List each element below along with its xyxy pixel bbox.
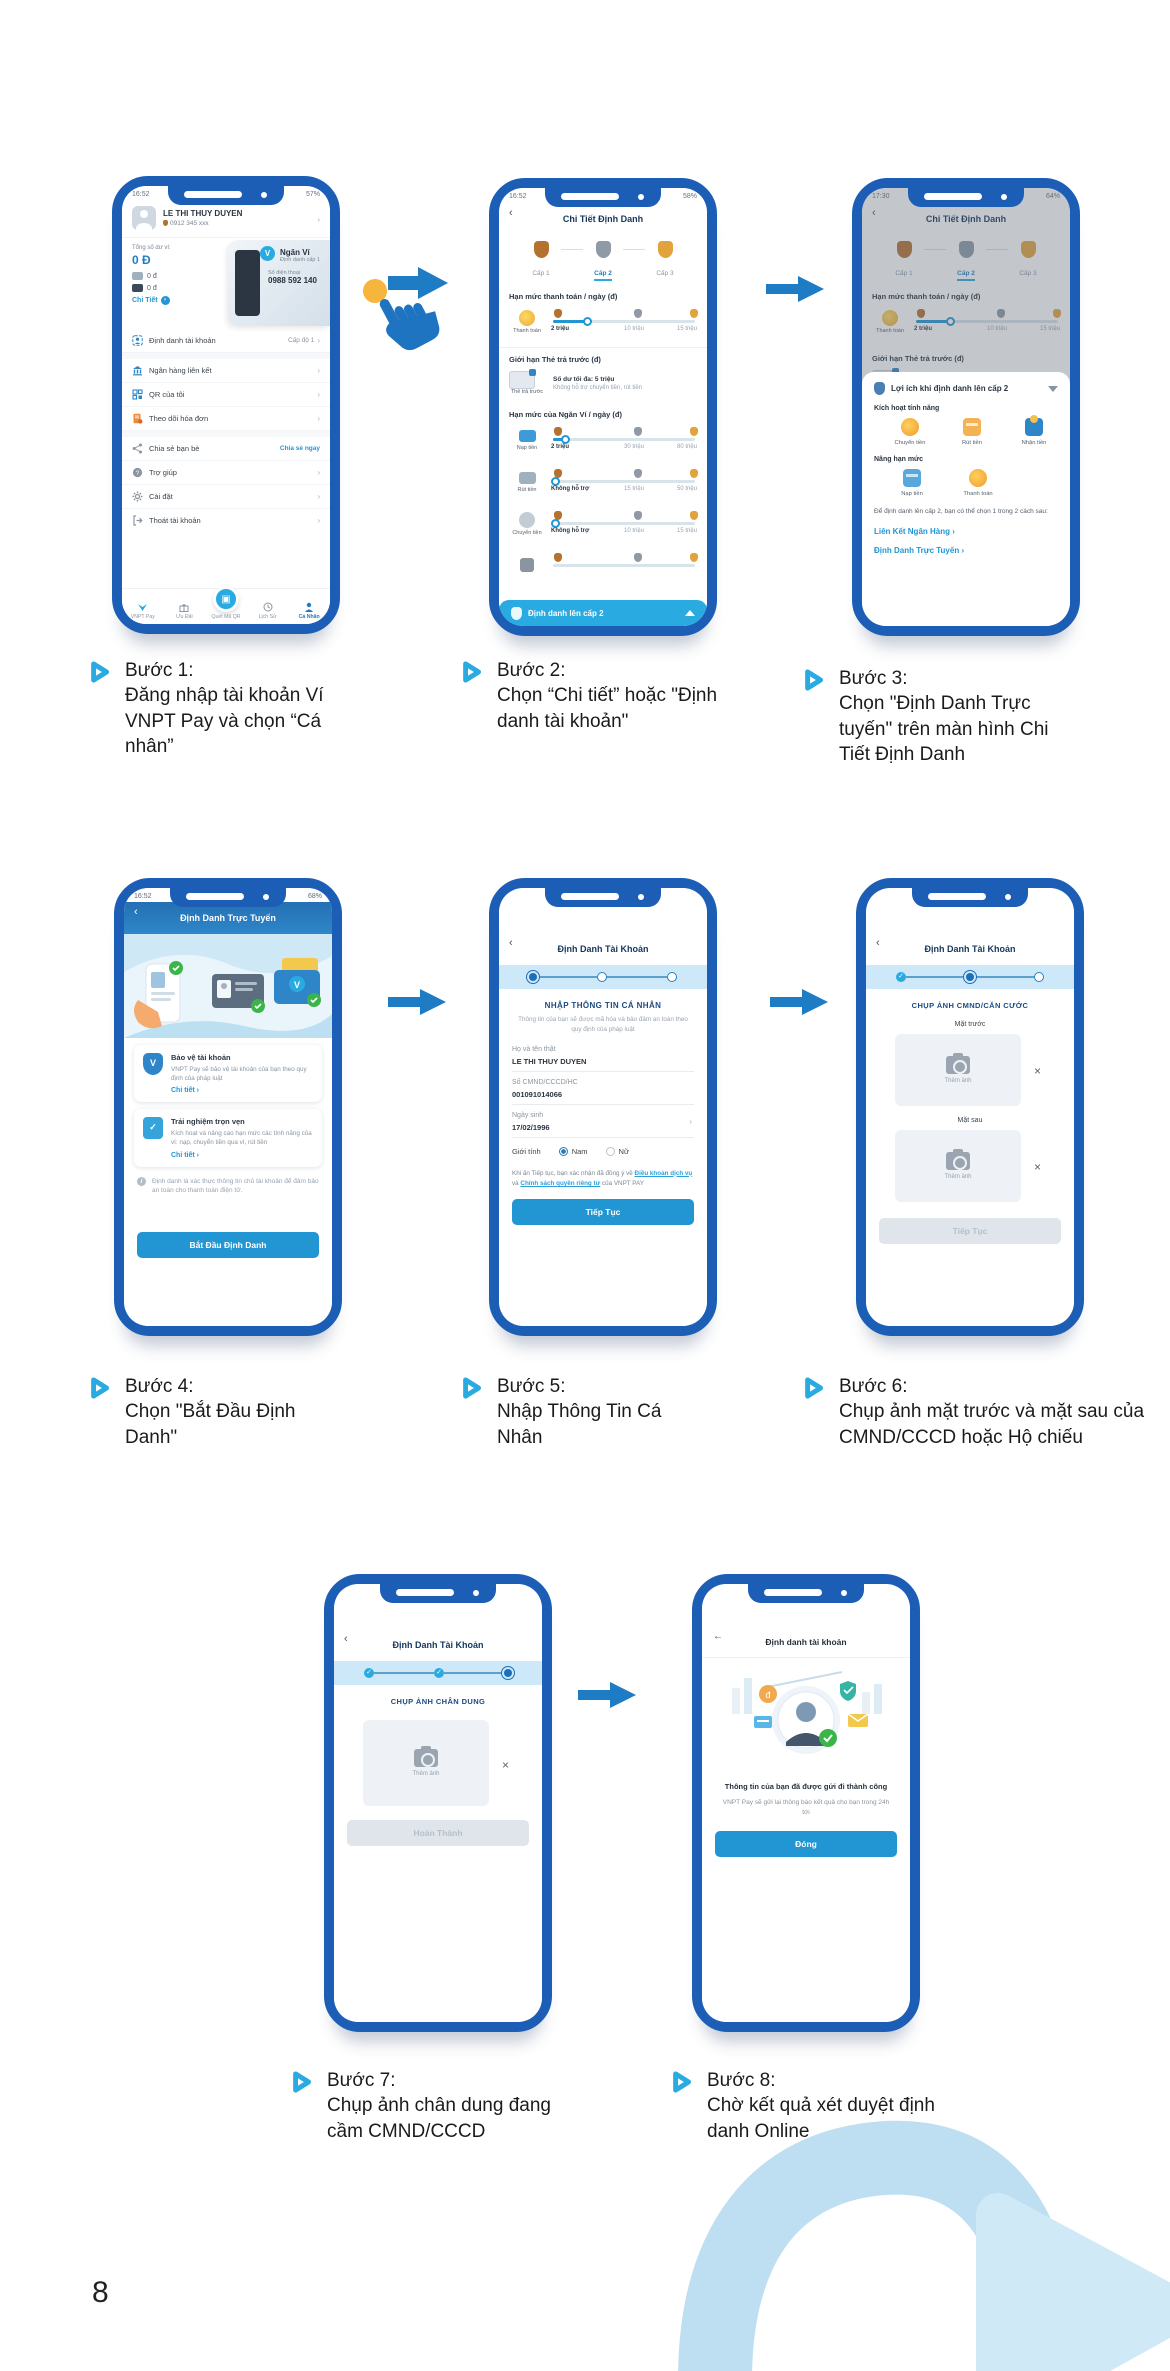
step-text: Nhập Thông Tin Cá Nhân	[497, 1401, 662, 1448]
silver-marker-icon	[634, 309, 642, 318]
play-icon	[288, 2069, 314, 2095]
slider-knob[interactable]	[583, 317, 592, 326]
remove-photo-icon[interactable]	[1034, 1158, 1041, 1176]
prepaid-card-icon	[509, 371, 535, 389]
slider-knob[interactable]	[551, 519, 560, 528]
link-bank-connect[interactable]: Liên Kết Ngân Hàng ›	[874, 527, 1058, 536]
phone-mockup-step5	[489, 878, 717, 1336]
chevron-right-icon	[317, 209, 320, 227]
play-icon	[458, 1375, 484, 1401]
front-photo-placeholder[interactable]: Thêm ảnh	[895, 1034, 1021, 1106]
bronze-marker-icon	[554, 469, 562, 478]
limit-value: 10 triệu	[624, 528, 645, 534]
prepaid-note: Không hỗ trợ chuyển tiền, rút tiền	[553, 384, 642, 391]
withdraw-icon	[519, 472, 536, 484]
tab-scan-qr[interactable]: ▣ Quét Mã QR	[205, 600, 247, 620]
bronze-marker-icon	[554, 511, 562, 520]
limit-row-topup: Nạp tiền 2 triệu 30 triệu 80 triệu	[499, 423, 707, 465]
close-button[interactable]: Đóng	[715, 1831, 897, 1857]
gold-marker-icon	[690, 309, 698, 318]
limit-value: 10 triệu	[624, 326, 645, 332]
play-icon	[800, 667, 826, 693]
status-battery: 64%	[1045, 193, 1060, 200]
status-time: 16:52	[509, 193, 527, 200]
id-badge-icon	[132, 335, 143, 346]
balance-value: 0 Đ	[132, 253, 151, 267]
gender-female-radio[interactable]: Nữ	[606, 1147, 629, 1156]
menu-item-help[interactable]: ? Trợ giúp ›	[122, 461, 330, 485]
menu-item-bank[interactable]: Ngân hàng liên kết ›	[122, 359, 330, 383]
gold-marker-icon	[690, 511, 698, 520]
limit-value: 15 triệu	[624, 486, 645, 492]
vnpt-logo-icon: V	[260, 246, 275, 261]
status-time: 16:52	[134, 893, 152, 900]
clock-icon	[263, 602, 273, 612]
back-arrow-icon[interactable]: ←	[713, 1631, 723, 1642]
link-online-identity[interactable]: Định Danh Trực Tuyến ›	[874, 546, 1058, 555]
success-subtext: VNPT Pay sẽ gửi lại thông báo kết quả cho bạn trong 24h tới	[722, 1799, 890, 1817]
topup-icon	[903, 469, 921, 487]
phone-notch	[170, 888, 286, 907]
screen-title: Định Danh Tài Khoản	[924, 944, 1016, 954]
limit-value: 2 triệu	[551, 444, 570, 450]
gender-row	[512, 1138, 694, 1165]
experience-card	[134, 1109, 322, 1166]
bronze-marker-icon	[554, 309, 562, 318]
card-icon	[132, 284, 143, 292]
lock-icon	[520, 558, 534, 572]
success-illustration	[702, 1658, 910, 1776]
back-icon[interactable]: ‹	[509, 207, 513, 219]
shield-icon	[874, 382, 885, 395]
help-icon	[132, 467, 143, 478]
phone-notch	[912, 888, 1028, 907]
chevron-circle-icon: ›	[161, 296, 170, 305]
caption-step-5	[458, 1374, 758, 1450]
wallet-sub: Định danh cấp 1	[280, 257, 321, 263]
prepaid-row: Thẻ trả trước Số dư tối đa: 5 triệu Không hỗ trợ chuyển tiền, rút tiền	[499, 368, 707, 403]
logout-icon	[132, 515, 143, 526]
step-text: Chọn "Định Danh Trực tuyến" trên màn hình Chi Tiết Định Danh	[839, 693, 1049, 766]
back-icon[interactable]: ‹	[509, 937, 513, 949]
limit-value: 30 triệu	[624, 444, 645, 450]
phone-notch	[545, 188, 661, 207]
svg-text:V: V	[293, 980, 301, 990]
screen-header	[702, 1624, 910, 1658]
step-1-done	[896, 972, 906, 982]
chevron-down-icon	[1048, 386, 1058, 392]
gender-label: Giới tính	[512, 1146, 541, 1156]
chevron-right-icon	[689, 1111, 692, 1129]
protect-card	[134, 1045, 322, 1102]
step-2	[597, 972, 607, 982]
step-label: Bước 7:	[327, 2070, 396, 2091]
screen-header	[499, 932, 707, 963]
level-2-active[interactable]: Cấp 2	[946, 241, 986, 281]
terms-link[interactable]: Điều khoản dịch vụ	[634, 1169, 693, 1177]
limit-value: 80 triệu	[676, 444, 697, 450]
qr-icon	[132, 389, 143, 400]
card-desc: Kích hoạt và nâng cao hạn mức các tính năng của ví: nạp, chuyển tiền qua ví, rút tiền	[171, 1130, 312, 1147]
front-label: Mặt trước	[954, 1021, 986, 1028]
slider-knob[interactable]	[551, 477, 560, 486]
wallet-title: Ngăn Ví	[280, 248, 310, 257]
phone-notch	[380, 1584, 496, 1603]
tap-arrow-indicator	[356, 252, 456, 387]
continue-button-disabled[interactable]: Tiếp Tục	[879, 1218, 1061, 1244]
info-note: i Định danh là xác thực thông tin chủ tài khoản để đảm bảo an toàn cho thanh toán điện tử.	[124, 1167, 332, 1197]
limit-value: Không hỗ trợ	[551, 528, 590, 534]
sheet-header[interactable]: Lợi ích khi định danh lên cấp 2	[874, 382, 1058, 395]
menu-item-logout[interactable]: Thoát tài khoản ›	[122, 509, 330, 532]
group-title: Kích hoạt tính năng	[874, 405, 940, 412]
feature-topup: Nạp tiền	[886, 469, 938, 497]
prepaid-max: Số dư tối đa: 5 triệu	[553, 375, 615, 383]
caption-step-8	[668, 2068, 998, 2144]
message-check-icon	[143, 1117, 163, 1139]
tab-bar	[122, 588, 330, 624]
svg-text:?: ?	[135, 469, 140, 477]
phone-mockup-step7	[324, 1574, 552, 2032]
terms-text: Khi ấn Tiếp tục, bạn xác nhận đã đồng ý về Điều khoản dịch vụ và Chính sách quyền riêng tư của VNPT PAY	[512, 1169, 693, 1188]
sheet-note: Để định danh lên cấp 2, bạn có thể chọn 1 trong 2 cách sau:	[874, 508, 1048, 515]
bronze-shield-icon	[534, 241, 549, 258]
progress-stepper	[334, 1661, 542, 1685]
section-title: Hạn mức thanh toán / ngày (đ)	[509, 292, 618, 301]
menu-item-settings[interactable]: Cài đặt ›	[122, 485, 330, 509]
caption-step-4	[86, 1374, 386, 1450]
finish-button-disabled[interactable]: Hoàn Thành	[347, 1820, 529, 1846]
camera-icon	[414, 1749, 438, 1767]
balance-row: 0 đ	[132, 284, 320, 292]
avatar	[132, 206, 156, 230]
camera-icon	[946, 1056, 970, 1074]
screen-title: Định Danh Trực Tuyến	[180, 913, 276, 923]
screen-header	[866, 932, 1074, 963]
step-arrow-icon	[386, 985, 448, 1019]
birthdate-field[interactable]: Ngày sinh 17/02/1996 ›	[512, 1105, 694, 1138]
remove-photo-icon[interactable]	[1034, 1062, 1041, 1080]
receive-icon	[1025, 418, 1043, 436]
chevron-right-icon	[317, 414, 320, 423]
gold-marker-icon	[690, 427, 698, 436]
chevron-right-icon	[317, 336, 320, 345]
balance-row: 0 đ	[132, 272, 320, 280]
balance-section	[122, 237, 330, 329]
step-text: Chọn "Bắt Đầu Định Danh"	[125, 1401, 296, 1448]
step-text: Đăng nhập tài khoản Ví VNPT Pay và chọn “Cá nhân”	[125, 685, 324, 758]
chevron-right-icon	[317, 468, 320, 477]
back-icon[interactable]: ‹	[872, 207, 876, 219]
limit-value: 50 triệu	[676, 486, 697, 492]
feature-withdraw: Rút tiền	[948, 418, 996, 446]
back-icon[interactable]: ‹	[344, 1633, 348, 1645]
caption-step-6	[800, 1374, 1170, 1450]
menu-item-qr[interactable]: QR của tôi ›	[122, 383, 330, 407]
play-icon	[458, 659, 484, 685]
play-icon	[86, 1375, 112, 1401]
portrait-photo-placeholder[interactable]: Thêm ảnh	[363, 1720, 489, 1806]
profile-row[interactable]	[122, 200, 330, 237]
transfer-icon	[901, 418, 919, 436]
back-label: Mặt sau	[957, 1117, 983, 1124]
balance-label: Tổng số dư ví:	[132, 245, 171, 251]
page-number: 8	[92, 2276, 109, 2309]
gender-male-radio[interactable]: Nam	[559, 1147, 588, 1156]
shield-icon	[143, 1053, 163, 1075]
silver-marker-icon	[634, 469, 642, 478]
phone-mockup-step4	[114, 878, 342, 1336]
card-desc: VNPT Pay sẽ bảo vệ tài khoản của bạn theo quy định của pháp luật	[171, 1066, 307, 1083]
caption-step-1	[86, 658, 386, 760]
identity-upgrade-banner[interactable]: Định danh lên cấp 2	[499, 600, 707, 626]
feature-transfer: Chuyển tiền	[886, 418, 934, 446]
step-3	[1034, 972, 1044, 982]
identity-illustration	[124, 934, 332, 1038]
start-identity-button[interactable]: Bắt Đầu Định Danh	[137, 1232, 319, 1258]
menu-item-identity[interactable]: Định danh tài khoản Cấp độ 1 ›	[122, 329, 330, 353]
phone-mockup-step8	[692, 1574, 920, 2032]
limit-row-payment: Thanh toán 2 triệu 10 triệu 15 triệu	[499, 305, 707, 347]
phone-notch	[908, 188, 1024, 207]
phone-notch	[168, 186, 284, 205]
capture-heading: CHỤP ẢNH CMND/CĂN CƯỚC	[911, 1001, 1029, 1010]
wallet-card[interactable]	[228, 240, 330, 326]
qr-scan-icon: ▣	[213, 586, 239, 612]
level-shield-icon	[163, 220, 168, 226]
caption-step-2	[458, 658, 768, 734]
menu-item-bills[interactable]: Theo dõi hóa đơn ›	[122, 407, 330, 431]
slider-knob[interactable]	[561, 435, 570, 444]
coin-icon	[519, 310, 535, 326]
menu-item-share[interactable]: Chia sẻ bạn bè Chia sẻ ngay	[122, 437, 330, 461]
remove-photo-icon[interactable]	[502, 1756, 509, 1774]
withdraw-icon	[963, 418, 981, 436]
form-heading: NHẬP THÔNG TIN CÁ NHÂN	[544, 1001, 662, 1010]
limit-row-partial	[499, 549, 707, 591]
limit-value: 15 triệu	[676, 326, 697, 332]
card-title: Trải nghiệm trọn vẹn	[171, 1117, 245, 1127]
camera-icon	[946, 1152, 970, 1170]
back-icon[interactable]: ‹	[876, 937, 880, 949]
section-title: Giới hạn Thẻ trả trước (đ)	[509, 355, 601, 364]
phone-mockup-step3	[852, 178, 1080, 636]
silver-shield-icon	[596, 241, 611, 258]
step-text: Chờ kết quả xét duyệt định danh Online	[707, 2095, 935, 2142]
card-title: Bảo vệ tài khoản	[171, 1053, 231, 1062]
gold-shield-icon	[658, 241, 673, 258]
level-stepper	[499, 233, 707, 285]
limit-row-payment: Thanh toán 2 triệu 10 triệu 15 triệu	[862, 305, 1070, 347]
limit-value: Không hỗ trợ	[551, 486, 590, 492]
status-battery: 57%	[305, 191, 320, 198]
gift-icon	[179, 603, 189, 612]
shield-icon	[511, 607, 522, 620]
user-phone: 0912 345 xxx	[163, 220, 242, 227]
id-number-field[interactable]: Số CMND/CCCD/HC 001091014066	[512, 1072, 694, 1105]
benefits-bottom-sheet	[862, 372, 1070, 626]
status-time: 17:30	[872, 193, 890, 200]
share-icon	[132, 443, 143, 454]
step-label: Bước 4:	[125, 1376, 194, 1397]
name-field[interactable]: Họ và tên thật LE THI THUY DUYEN	[512, 1039, 694, 1072]
step-1-done	[364, 1668, 374, 1678]
continue-button[interactable]: Tiếp Tục	[512, 1199, 694, 1225]
topup-icon	[519, 430, 536, 442]
wallet-phone-label: Số điện thoại	[268, 270, 301, 276]
phone-notch	[748, 1584, 864, 1603]
tab-profile[interactable]: Cá Nhân	[288, 602, 330, 620]
step-label: Bước 1:	[125, 660, 194, 681]
step-text: Chụp ảnh mặt trước và mặt sau của CMND/CCCD hoặc Hộ chiếu	[839, 1401, 1145, 1448]
step-3-current	[504, 1669, 512, 1677]
group-title: Nâng hạn mức	[874, 456, 924, 463]
detail-link[interactable]: Chi tiết ›	[171, 1087, 313, 1094]
detail-link[interactable]: Chi tiết ›	[171, 1152, 313, 1159]
info-icon: i	[137, 1177, 146, 1186]
feature-payment: Thanh toán	[952, 469, 1004, 497]
back-icon[interactable]: ‹	[134, 906, 138, 918]
phone-mockup-step6	[856, 878, 1084, 1336]
section-title: Hạn mức thanh toán / ngày (đ)	[872, 292, 981, 301]
chevron-right-icon	[317, 366, 320, 375]
screen-title: Định danh tài khoản	[765, 1637, 847, 1647]
tab-vnptpay[interactable]: VNPT Pay	[122, 603, 164, 620]
radio-selected-icon	[559, 1147, 568, 1156]
limit-value: 2 triệu	[551, 326, 570, 332]
level-3[interactable]: Cấp 3	[1008, 241, 1048, 280]
tab-history[interactable]: Lịch Sử	[247, 602, 289, 620]
step-label: Bước 8:	[707, 2070, 776, 2091]
level-1[interactable]: Cấp 1	[884, 241, 924, 280]
chevron-right-icon	[317, 516, 320, 525]
step-text: Chụp ảnh chân dung đang cầm CMND/CCCD	[327, 2095, 551, 2142]
step-2-current	[966, 973, 974, 981]
screen-title: Chi Tiết Định Danh	[925, 214, 1007, 224]
svg-text:đ: đ	[765, 1690, 771, 1700]
limit-row-withdraw: Rút tiền Không hỗ trợ 15 triệu 50 triệu	[499, 465, 707, 507]
chevron-right-icon	[317, 492, 320, 501]
limit-row-transfer: Chuyển tiền Không hỗ trợ 10 triệu 15 triệu	[499, 507, 707, 549]
step-1-current	[529, 973, 537, 981]
status-battery: 68%	[307, 893, 322, 900]
step-arrow-icon	[576, 1678, 638, 1712]
bank-icon	[132, 365, 143, 376]
step-text: Chọn “Chi tiết” hoặc "Định danh tài khoản"	[497, 685, 718, 732]
card-icon	[132, 272, 143, 280]
invoice-icon	[132, 413, 143, 424]
form-subheading: Thông tin của bạn sẽ được mã hóa và bảo đảm an toàn theo quy định của pháp luật	[518, 1016, 688, 1033]
caption-step-3	[800, 666, 1130, 768]
vnptpay-icon	[137, 603, 148, 612]
step-label: Bước 2:	[497, 660, 566, 681]
play-icon	[800, 1375, 826, 1401]
transfer-icon	[519, 512, 535, 528]
screen-header	[334, 1628, 542, 1659]
wallet-phone: 0988 592 140	[268, 276, 317, 285]
phone-mockup-step2	[489, 178, 717, 636]
screen-title: Định Danh Tài Khoản	[557, 944, 649, 954]
success-message: Thông tin của bạn đã được gửi đi thành công	[724, 1782, 888, 1791]
bronze-marker-icon	[554, 427, 562, 436]
caption-step-7	[288, 2068, 608, 2144]
step-arrow-icon	[764, 272, 826, 306]
privacy-link[interactable]: Chính sách quyền riêng tư	[520, 1180, 601, 1188]
payment-icon	[969, 469, 987, 487]
chevron-up-icon	[685, 610, 695, 616]
phone-image	[235, 250, 260, 316]
phone-mockup-step1	[112, 176, 340, 634]
phone-notch	[545, 888, 661, 907]
status-battery: 58%	[682, 193, 697, 200]
step-label: Bước 3:	[839, 668, 908, 689]
section-title: Giới hạn Thẻ trả trước (đ)	[872, 354, 964, 363]
feature-receive: Nhận tiền	[1010, 418, 1058, 446]
level-3[interactable]: Cấp 3	[645, 241, 685, 280]
step-arrow-icon	[768, 985, 830, 1019]
user-name: LE THI THUY DUYEN	[163, 209, 243, 218]
step-2-done	[434, 1668, 444, 1678]
step-3	[667, 972, 677, 982]
capture-heading: CHỤP ẢNH CHÂN DUNG	[390, 1697, 486, 1706]
screen-title: Định Danh Tài Khoản	[392, 1640, 484, 1650]
chevron-right-icon	[317, 390, 320, 399]
silver-marker-icon	[634, 511, 642, 520]
detail-link[interactable]: Chi Tiết ›	[132, 296, 320, 305]
back-photo-placeholder[interactable]: Thêm ảnh	[895, 1130, 1021, 1202]
silver-marker-icon	[634, 427, 642, 436]
play-icon	[668, 2069, 694, 2095]
person-icon	[304, 602, 314, 612]
level-2-active[interactable]: Cấp 2	[583, 241, 623, 281]
screen-title: Chi Tiết Định Danh	[562, 214, 644, 224]
gear-icon	[132, 491, 143, 502]
progress-stepper	[866, 965, 1074, 989]
section-title: Hạn mức của Ngăn Ví / ngày (đ)	[509, 410, 622, 419]
radio-icon	[606, 1147, 615, 1156]
step-label: Bước 5:	[497, 1376, 566, 1397]
play-icon	[86, 659, 112, 685]
gold-marker-icon	[690, 469, 698, 478]
progress-stepper	[499, 965, 707, 989]
level-1[interactable]: Cấp 1	[521, 241, 561, 280]
step-label: Bước 6:	[839, 1376, 908, 1397]
status-time: 16:52	[132, 191, 150, 198]
limit-value: 15 triệu	[676, 528, 697, 534]
tab-offers[interactable]: Ưu Đãi	[164, 603, 206, 620]
